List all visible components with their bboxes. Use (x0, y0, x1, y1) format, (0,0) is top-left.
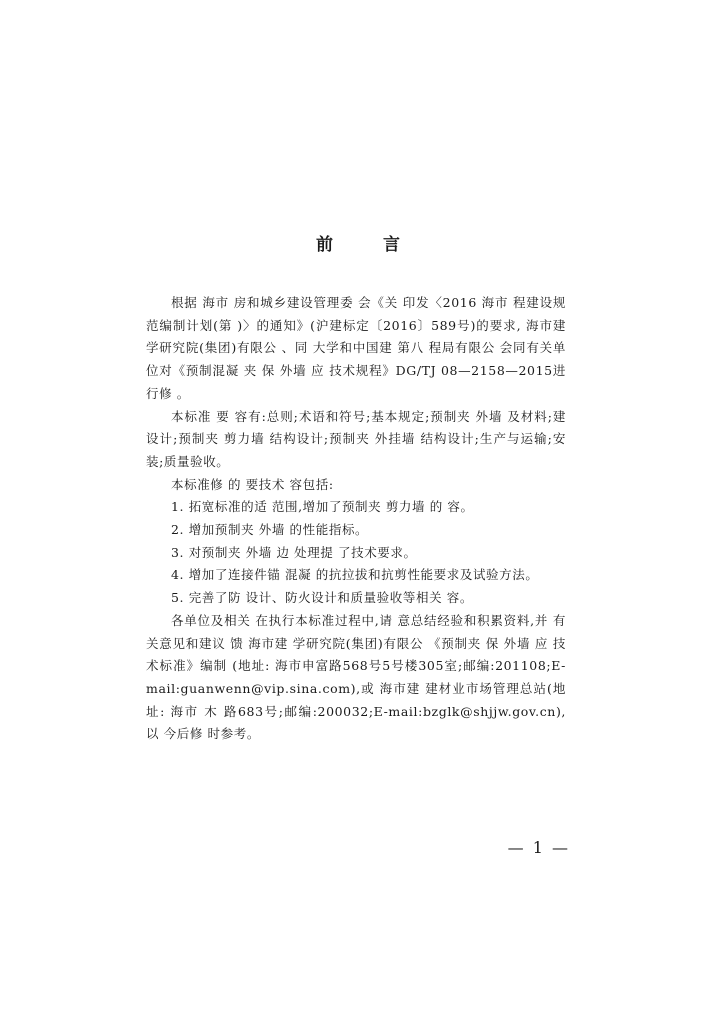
revision-item-2: 2. 增加预制夹 外墙 的性能指标。 (171, 522, 369, 538)
revision-intro-paragraph: 本标准修 的 要技术 容包括: (171, 476, 334, 492)
intro-paragraph: 根据 海市 房和城乡建设管理委 会《关 印发〈2016 海市 程建设规范编制计划(第 )〉的通知》(沪建标定〔2016〕589号)的要求, 海市建 学研究院(集团)有限公 、同 大学和中国建 第八 程局有限公 会同有关单位对《预制混凝 夹 保 外墙 应 技术规程》DG/TJ 08—2158—2015进行修 。 (146, 295, 566, 401)
page-number: — 1 — (507, 838, 570, 857)
revision-item-3: 3. 对预制夹 外墙 边 处理提 了技术要求。 (171, 544, 417, 560)
revision-item-1: 1. 拓宽标准的适 范围,增加了预制夹 剪力墙 的 容。 (171, 499, 474, 515)
revision-item-4: 4. 增加了连接件锚 混凝 的抗拉拔和抗剪性能要求及试验方法。 (171, 567, 539, 583)
page-title: 前 言 (316, 235, 422, 255)
main-content-paragraph: 本标准 要 容有:总则;术语和符号;基本规定;预制夹 外墙 及材料;建 设计;预制夹 剪力墙 结构设计;预制夹 外挂墙 结构设计;生产与运输;安装;质量验收。 (146, 408, 566, 469)
revision-item-5: 5. 完善了防 设计、防火设计和质量验收等相关 容。 (171, 590, 473, 606)
contact-paragraph: 各单位及相关 在执行本标准过程中,请 意总结经验和积累资料,并 有关意见和建议 馈 海市建 学研究院(集团)有限公 《预制夹 保 外墙 应 技术标准》编制 (地址: 海市申富路568号5号楼305室;邮编:201108;E-mail:guanwenn@vip.sina.com),或 海市建 建材业市场管理总站(地址: 海市 木 路683号;邮编:200032;E-mail:bzglk@shjjw.gov.cn),以 今后修 时参考。 (146, 612, 566, 742)
body-text (146, 292, 566, 746)
